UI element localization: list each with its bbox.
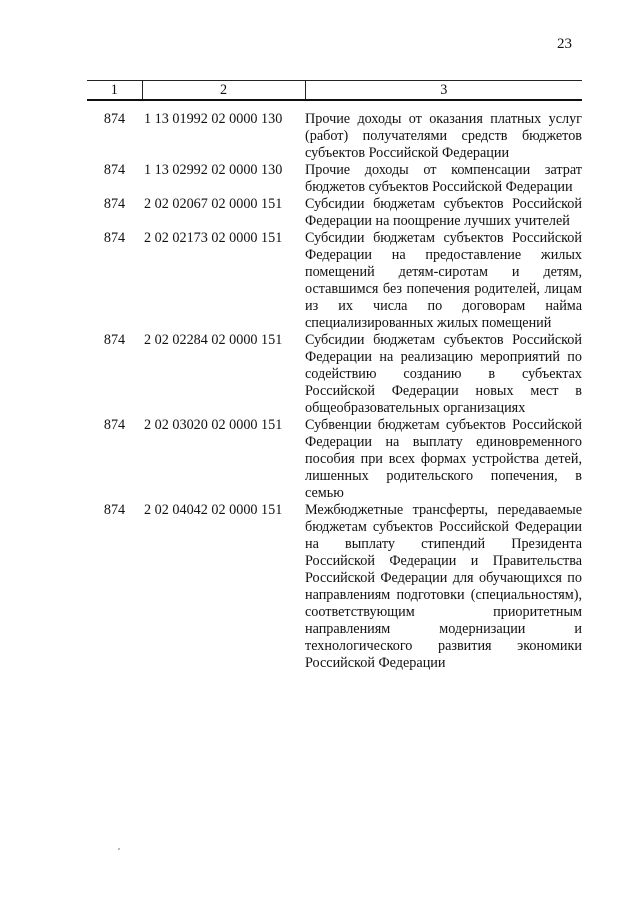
revenue-code-cell: 2 02 02173 02 0000 151	[144, 230, 283, 246]
revenue-code-cell: 1 13 02992 02 0000 130	[144, 162, 283, 178]
revenue-code-cell: 1 13 01992 02 0000 130	[144, 111, 283, 127]
description-cell: Субвенции бюджетам субъектов Российской Федерации на выплату единовременного пособия при всех формах устройства детей, лишенных родительского попечения, в семью	[305, 417, 582, 501]
description-cell: Прочие доходы от компенсации затрат бюджетов субъектов Российской Федерации	[305, 162, 582, 195]
admin-code-cell: 874	[103, 196, 126, 212]
revenue-code-cell: 2 02 02284 02 0000 151	[144, 332, 283, 348]
table-row	[87, 162, 582, 196]
revenue-code-cell: 2 02 03020 02 0000 151	[144, 417, 283, 433]
admin-code-cell: 874	[103, 417, 126, 433]
table-row	[87, 196, 582, 230]
admin-code-cell: 874	[103, 162, 126, 178]
description-cell: Субсидии бюджетам субъектов Российской Федерации на реализацию мероприятий по содействию созданию в субъектах Российской Федерации новых мест в общеобразовательных организациях	[305, 332, 582, 416]
admin-code-cell: 874	[103, 502, 126, 518]
description-cell: Прочие доходы от оказания платных услуг (работ) получателями средств бюджетов субъектов Российской Федерации	[305, 111, 582, 161]
admin-code-cell: 874	[103, 332, 126, 348]
description-cell: Межбюджетные трансферты, передаваемые бюджетам субъектов Российской Федерации на выплату стипендий Президента Российской Федерации и Правительства Российской Федерации для обучающихся по направлениям подготовки (специальностям), соответствующим приоритетным направлениям модернизации и технологического развития экономики Российской Федерации	[305, 502, 582, 671]
admin-code-cell: 874	[103, 111, 126, 127]
column-header-3: 3	[305, 81, 582, 101]
table-row	[87, 502, 582, 672]
admin-code-cell: 874	[103, 230, 126, 246]
scan-artifact	[118, 848, 120, 850]
revenue-code-cell: 2 02 04042 02 0000 151	[144, 502, 283, 518]
table-row	[87, 417, 582, 502]
revenue-codes-table	[87, 80, 582, 672]
description-cell: Субсидии бюджетам субъектов Российской Федерации на поощрение лучших учителей	[305, 196, 582, 229]
description-cell: Субсидии бюджетам субъектов Российской Федерации на предоставление жилых помещений детям-сиротам и детям, оставшимся без попечения родителей, лицам из их числа по договорам найма специализированных жилых помещений	[305, 230, 582, 331]
revenue-code-cell: 2 02 02067 02 0000 151	[144, 196, 283, 212]
table-row	[87, 230, 582, 332]
table-row	[87, 332, 582, 417]
table-row	[87, 100, 582, 162]
table-body	[87, 100, 582, 672]
column-header-1: 1	[87, 81, 142, 101]
page-number: 23	[557, 36, 572, 52]
column-header-2: 2	[142, 81, 305, 101]
table-header	[87, 81, 582, 101]
